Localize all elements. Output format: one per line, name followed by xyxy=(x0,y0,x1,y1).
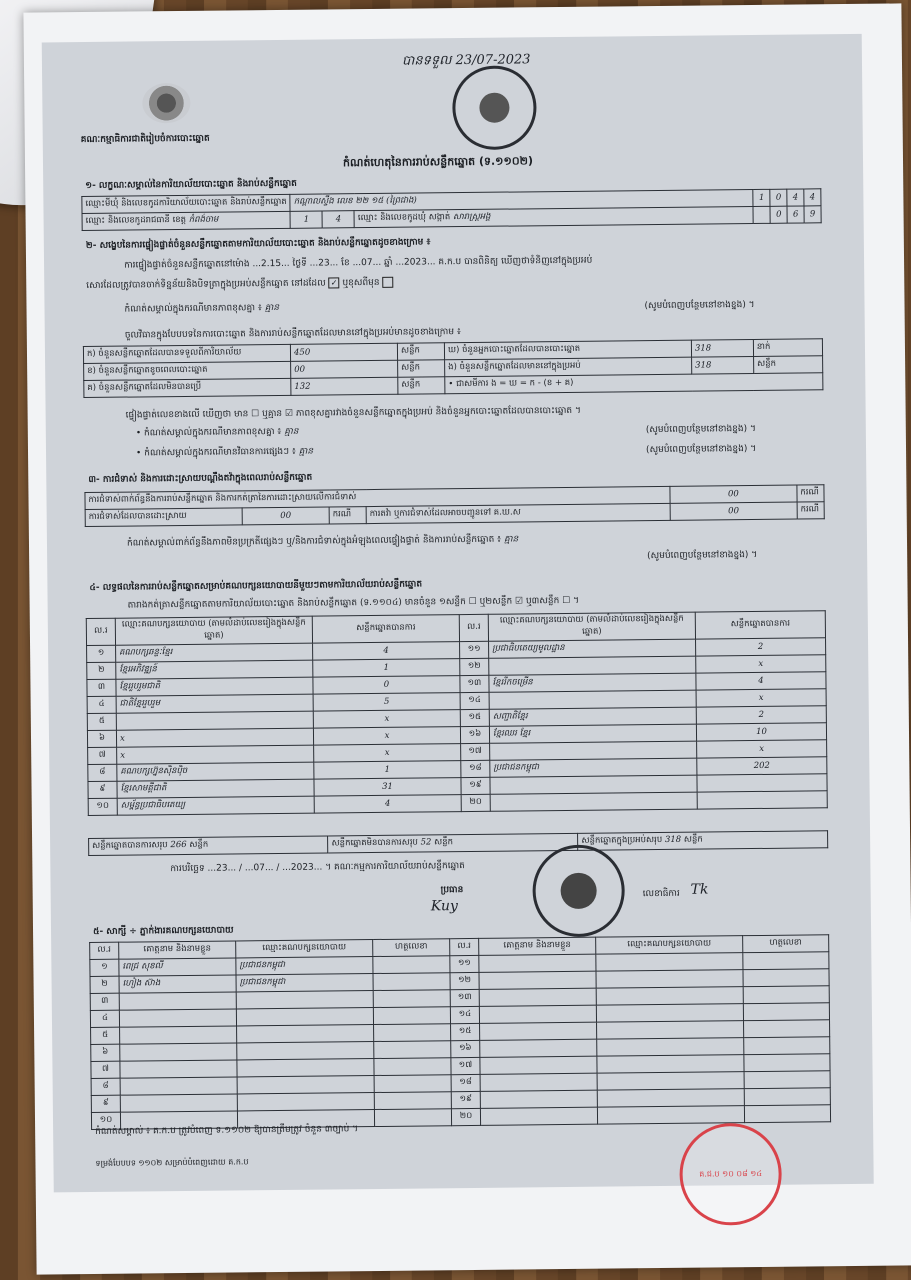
witness-name: ហៀង ស៊ាង xyxy=(119,975,236,993)
row-number: ២ xyxy=(87,662,116,679)
witness-name xyxy=(120,1060,237,1078)
signature-cell xyxy=(743,986,829,1004)
row-number: ៥ xyxy=(87,713,116,730)
witness-party xyxy=(237,1076,374,1094)
row-number: ១៣ xyxy=(450,989,479,1006)
signature-cell xyxy=(744,1020,830,1038)
witness-party xyxy=(596,987,743,1006)
section3-heading: ៣- ការជំទាស់ និងការដោះស្រាយបណ្តឹងតវ៉ាក្នុងពេលរាប់សន្លឹកឆ្នោត xyxy=(88,472,313,485)
witness-party xyxy=(597,1106,744,1125)
section3-note-value: គ្មាន xyxy=(503,534,519,545)
vote-count: 4 xyxy=(314,795,461,814)
vote-count: 5 xyxy=(313,693,460,712)
col-votes: សន្លឹកឆ្នោតបានការ xyxy=(312,615,459,644)
diff-note1-value: គ្មាន xyxy=(284,426,299,437)
signature-cell xyxy=(374,1058,451,1076)
row-number: ៤ xyxy=(87,696,116,713)
row-label: ការតវ៉ា ឬការជំទាស់ដែលអាចបញ្ជូនទៅ គ.ឃ.ស xyxy=(366,503,670,523)
station-digit: 1 xyxy=(753,189,770,206)
party-name: ខ្មែររួបរួមជាតិ xyxy=(116,677,313,696)
row-label: ឃ) ចំនួនអ្នកបោះឆ្នោតដែលបានបោះឆ្នោត xyxy=(444,340,691,360)
witness-name xyxy=(480,1090,597,1108)
party-name: ខ្មែរអភិវឌ្ឍន៍ xyxy=(116,660,313,679)
row-unit: សន្លឹក xyxy=(754,356,823,374)
row-label: ខ) ចំនួនសន្លឹកឆ្នោតខូចពេលបោះឆ្នោត xyxy=(84,361,291,380)
witness-party xyxy=(596,953,743,972)
witness-name xyxy=(120,1043,237,1061)
party-name: ខ្មែរឈរ ខ្មែរ xyxy=(489,724,696,743)
row-value: 318 xyxy=(691,340,753,358)
seal-no-label: ឬខុសពីមុន xyxy=(342,277,380,289)
row-number: ១៥ xyxy=(460,709,489,726)
seal-no-checkbox[interactable] xyxy=(382,277,393,288)
signature-cell xyxy=(744,1088,830,1106)
witness-name xyxy=(479,971,596,989)
section3-note xyxy=(127,533,518,550)
seal-line xyxy=(86,277,393,293)
section4-sub: តារាងកត់ត្រាសន្លឹកឆ្នោតតាមការិយាល័យបោះឆ្នោត និងរាប់សន្លឹកឆ្នោត (ទ.១១០៤) មានចំនួន ១សន្លឹក ☐ ឬ២សន្លឹក ☑ ឬ៣សន្លឹក ☐ ។ xyxy=(127,595,580,611)
party-name: ខ្មែររីកចម្រើន xyxy=(489,673,696,692)
party-name: គណបក្សហ្វ៊ុនស៊ិនប៉ិច xyxy=(117,762,314,781)
red-ink-stamp xyxy=(679,1123,782,1226)
row-value: 00 xyxy=(670,502,797,520)
commune-digit: 0 xyxy=(770,206,787,223)
vote-count: 0 xyxy=(313,676,460,695)
total-box: សន្លឹកឆ្នោតក្នុងប្រអប់សរុប 318 សន្លឹក xyxy=(578,831,828,851)
witness-name xyxy=(120,1094,237,1112)
row-number: ៧ xyxy=(88,747,117,764)
vote-count: 2 xyxy=(696,706,826,724)
form-footer: ទម្រង់បែបបទ ១១០២ សម្រាប់បំពេញដោយ គ.ក.ប xyxy=(95,1157,249,1168)
witness-party xyxy=(237,1042,374,1060)
witness-name xyxy=(119,1009,236,1027)
col-sign: ហត្ថលេខា xyxy=(373,939,450,957)
col-name: គោត្តនាម និងនាមខ្លួន xyxy=(119,941,236,959)
vote-count: x xyxy=(313,727,460,746)
party-name: ប្រជាធិបតេយ្យមូលដ្ឋាន xyxy=(489,639,696,658)
section4-heading: ៤- លទ្ធផលនៃការរាប់សន្លឹកឆ្នោតសម្រាប់គណបក្សនយោបាយនីមួយៗតាមការិយាល័យរាប់សន្លឹកឆ្នោត xyxy=(89,579,423,593)
witness-party xyxy=(597,1055,744,1074)
witness-party xyxy=(597,1072,744,1091)
section3-note-label: កំណត់សម្គាល់ពាក់ព័ន្ធនឹងភាពមិនប្រក្រតីផ្សេងៗ ឬ/និងការជំទាស់ក្នុងអំឡុងពេលផ្ទៀងផ្ទាត់ និងការរាប់សន្លឹកឆ្នោត ៖ xyxy=(126,534,502,549)
vote-count: 31 xyxy=(314,778,461,797)
document-page xyxy=(23,3,911,1274)
diff-note1-label: • កំណត់សម្គាល់ក្នុងករណីមានភាពខុសគ្នា ៖ xyxy=(135,426,282,439)
row-unit: នាក់ xyxy=(753,339,822,357)
totals-table xyxy=(88,830,828,856)
row-number: ១២ xyxy=(450,972,479,989)
row-number: ១៣ xyxy=(460,675,489,692)
col-party: ឈ្មោះគណបក្សនយោបាយ xyxy=(596,936,743,955)
diff-note2 xyxy=(136,446,313,461)
party-name xyxy=(490,775,697,794)
row-label: គ) ចំនួនសន្លឹកឆ្នោតដែលមិនបានប្រើ xyxy=(84,378,291,397)
vote-count: 1 xyxy=(313,659,460,678)
witness-party xyxy=(596,1004,743,1023)
fill-hint: (សូមបំពេញបន្ថែមនៅខាងខ្នង) ។ xyxy=(647,549,758,562)
row-number: ១៧ xyxy=(461,743,490,760)
party-name: សញ្ជាតិខ្មែរ xyxy=(489,707,696,726)
note1 xyxy=(124,302,279,317)
diff-note2-value: គ្មាន xyxy=(298,446,314,457)
row-label: ការជំទាស់ពាក់ព័ន្ធនឹងការរាប់សន្លឹកឆ្នោត និងការកត់ត្រានៃការដោះស្រាយលើការជំទាស់ xyxy=(85,486,670,509)
official-stamp xyxy=(532,844,625,937)
vote-count: 4 xyxy=(696,672,826,690)
station-digit: 4 xyxy=(787,189,804,206)
witness-party xyxy=(236,991,373,1009)
row-number: ១៤ xyxy=(450,1006,479,1023)
vote-count: x xyxy=(314,744,461,763)
row-number: ៧ xyxy=(91,1061,120,1078)
witness-name xyxy=(480,1022,597,1040)
col-votes: សន្លឹកឆ្នោតបានការ xyxy=(695,611,825,639)
party-name xyxy=(490,792,697,811)
row-value: 318 xyxy=(692,357,754,375)
party-name: ខ្មែរសាមគ្គីជាតិ xyxy=(117,779,314,798)
row-number: ១៤ xyxy=(460,692,489,709)
total-valid: សន្លឹកឆ្នោតបានការសរុប 266 សន្លឹក xyxy=(89,836,329,856)
row-number: ២០ xyxy=(451,1108,480,1125)
note1-label: កំណត់សម្គាល់ក្នុងករណីមានភាពខុសគ្នា ៖ xyxy=(124,303,262,315)
row-number: ៩ xyxy=(88,781,117,798)
vote-count: 2 xyxy=(696,638,826,656)
row-number: ១៨ xyxy=(461,760,490,777)
witness-name xyxy=(120,1026,237,1044)
witness-party xyxy=(597,1089,744,1108)
row-unit: ករណី xyxy=(329,507,366,524)
row-number: ១៧ xyxy=(451,1057,480,1074)
witness-name xyxy=(479,954,596,972)
witness-party xyxy=(237,1093,374,1111)
diff-note1 xyxy=(136,426,299,441)
witness-name xyxy=(120,1077,237,1095)
witness-name: ពេជ្រ សុខលី xyxy=(119,958,236,976)
row-number: ១៦ xyxy=(451,1040,480,1057)
row-number: ៣ xyxy=(90,993,119,1010)
fill-hint: (សូមបំពេញបន្ថែមនៅខាងខ្នង) ។ xyxy=(644,299,755,312)
row-number: ៩ xyxy=(91,1095,120,1112)
witness-name xyxy=(480,1039,597,1057)
col-no: ល.រ xyxy=(450,938,479,955)
seal-text: សោរដែលត្រូវបានចាក់ទិន្នន័យនិងបិទត្រាក្នុងប្រអប់សន្លឹកឆ្នោត នៅដដែល xyxy=(86,278,326,291)
row-value: 00 xyxy=(242,507,329,525)
president-label: ប្រធាន xyxy=(440,885,464,896)
row-unit: ករណី xyxy=(797,485,824,502)
row-label: ក) ចំនួនសន្លឹកឆ្នោតដែលបានទទួលពីការិយាល័យ xyxy=(83,344,290,363)
nec-logo-icon xyxy=(142,83,190,124)
vote-count: x xyxy=(697,740,827,758)
row-value: 00 xyxy=(291,360,398,378)
president-signature: Kuy xyxy=(430,898,458,915)
vote-count xyxy=(697,791,827,809)
witness-party xyxy=(237,1025,374,1043)
row-number: ៨ xyxy=(91,1078,120,1095)
row-number: ៣ xyxy=(87,679,116,696)
stamp-emblem-icon xyxy=(479,93,509,123)
commune-digit: 9 xyxy=(804,206,821,223)
station-digit: 0 xyxy=(770,189,787,206)
party-name xyxy=(489,690,696,709)
row-number: ១៨ xyxy=(451,1074,480,1091)
row-label: ង) ចំនួនសន្លឹកឆ្នោតដែលមាននៅក្នុងប្រអប់ xyxy=(445,357,692,377)
party-name: ជាតិខ្មែររួបរួម xyxy=(116,694,313,713)
party-name: ប្រជាជនកម្ពុជា xyxy=(490,758,697,777)
station-value: កណ្តាលស្ទឹង លេខ ២២ ១៥ (ព្រៃជាង) xyxy=(290,189,753,211)
province-digit: 4 xyxy=(322,211,354,228)
signature-cell xyxy=(374,1092,451,1110)
witness-party: ប្រជាជនកម្ពុជា xyxy=(236,974,373,992)
red-stamp-text: គ.ជ.ប ១០ ០៨ ១៤ xyxy=(699,1168,763,1179)
diff-line: ផ្ទៀងផ្ទាត់លេខខាងលើ ឃើញថា មាន ☐ ឬគ្មាន ☑ ភាពខុសគ្នារវាងចំនួនសន្លឹកឆ្នោតក្នុងប្រអប់ និងចំនួនអ្នកបោះឆ្នោតដែលបានបោះឆ្នោត ។ xyxy=(125,405,581,421)
form-title: កំណត់ហេតុនៃការរាប់សន្លឹកឆ្នោត (ទ.១១០២) xyxy=(342,154,534,170)
party-name: x xyxy=(116,728,313,747)
ballot-count-table xyxy=(83,338,824,398)
signature-cell xyxy=(373,990,450,1008)
section2-heading: ២- សង្ខេបនៃការផ្ទៀងផ្ទាត់ចំនួនសន្លឹកឆ្នោតតាមការិយាល័យបោះឆ្នោត និងរាប់សន្លឹកឆ្នោតដូចខាងក្រោម ៖ xyxy=(85,237,431,251)
row-number: ៦ xyxy=(91,1044,120,1061)
diff-note2-label: • កំណត់សម្គាល់ក្នុងករណីមានវិធានការផ្សេងៗ ៖ xyxy=(135,446,296,459)
vote-count: x xyxy=(696,655,826,673)
party-name xyxy=(116,711,313,730)
time-line: ការផ្ទៀងផ្ទាត់ចំនួនសន្លឹកឆ្នោតនៅម៉ោង ...2.15... ថ្ងៃទី ...23... ខែ ...07... ឆ្នាំ ...2023... គ.ក.ប បានពិនិត្យ ឃើញថាទំនិញនៅក្នុងប្រអប់ xyxy=(124,255,593,271)
province-digit: 1 xyxy=(290,211,322,228)
col-no: ល.រ xyxy=(90,942,119,959)
secretary-signature: Tk xyxy=(690,881,709,898)
signature-cell xyxy=(743,969,829,987)
row-value: 132 xyxy=(291,377,398,395)
fill-hint: (សូមបំពេញបន្ថែមនៅខាងខ្នង) ។ xyxy=(645,423,756,436)
row-number: ៥ xyxy=(91,1027,120,1044)
province-label: ឈ្មោះ និងលេខកូដរាជធានី ខេត្ត កំពង់ចាម xyxy=(82,211,290,230)
vote-count: x xyxy=(696,689,826,707)
section1-table xyxy=(81,188,821,231)
signature-cell xyxy=(743,1003,829,1021)
row-value: 450 xyxy=(290,343,397,361)
party-name xyxy=(490,741,697,760)
witness-table xyxy=(89,934,831,1130)
witness-name xyxy=(479,1005,596,1023)
row-number: ១ xyxy=(90,959,119,976)
results-table xyxy=(86,610,828,816)
witness-name xyxy=(480,1056,597,1074)
objections-table xyxy=(84,484,824,527)
row-unit: សន្លឹក xyxy=(398,377,445,394)
col-name: គោត្តនាម និងនាមខ្លួន xyxy=(479,937,596,955)
signature-cell xyxy=(374,1024,451,1042)
station-digit: 4 xyxy=(804,189,821,206)
section5-note: កំណត់សម្គាល់ ៖ គ.ក.ប ត្រូវបំពេញ ទ.១១០២ ឱ្យបានត្រឹមត្រូវ ចំនួន ៣ច្បាប់ ។ xyxy=(95,1124,359,1137)
row-number: ១៥ xyxy=(451,1023,480,1040)
signature-cell xyxy=(373,973,450,991)
received-note: បានទទួល 23/07-2023 xyxy=(401,52,531,69)
vote-count: x xyxy=(313,710,460,729)
row-number: ១២ xyxy=(460,658,489,675)
date-line: ការបរិច្ឆេទ ...23... / ...07... / ...2023... ។ គណៈកម្មការការិយាល័យរាប់សន្លឹកឆ្នោត xyxy=(170,861,465,875)
signature-cell xyxy=(374,1075,451,1093)
note1-value: គ្មាន xyxy=(264,302,280,314)
commune-label: ឈ្មោះ និងលេខកូដឃុំ សង្កាត់ សារាស្រ្តអង្គ xyxy=(354,206,753,227)
secretary-label: លេខាធិការ xyxy=(642,888,680,900)
empty-cell xyxy=(753,206,770,223)
witness-party: ប្រជាជនកម្ពុជា xyxy=(236,957,373,975)
received-stamp xyxy=(452,65,537,150)
stamp-emblem-icon xyxy=(560,873,596,909)
row-number: ៨ xyxy=(88,764,117,781)
row-number: ១ xyxy=(87,645,116,662)
row-number: ៦ xyxy=(87,730,116,747)
party-name: គណបក្សឆន្ទៈខ្មែរ xyxy=(116,643,313,662)
vote-count: 4 xyxy=(313,642,460,661)
row-unit: ករណី xyxy=(797,502,824,519)
row-number: ២០ xyxy=(461,794,490,811)
signature-cell xyxy=(744,1105,830,1123)
col-no: ល.រ xyxy=(86,618,115,645)
row-number: ២ xyxy=(90,976,119,993)
signature-cell xyxy=(744,1054,830,1072)
row-number: ១០ xyxy=(88,798,117,815)
witness-party xyxy=(237,1059,374,1077)
signature-cell xyxy=(373,1007,450,1025)
row-number: ១១ xyxy=(460,641,489,658)
party-name: សម្ព័ន្ធប្រជាធិបតេយ្យ xyxy=(117,796,314,815)
party-name: x xyxy=(117,745,314,764)
witness-name xyxy=(479,988,596,1006)
vote-count: 1 xyxy=(314,761,461,780)
commune-digit: 6 xyxy=(787,206,804,223)
witness-name xyxy=(480,1073,597,1091)
row-number: ៤ xyxy=(90,1010,119,1027)
row-label: ការជំទាស់ដែលបានដោះស្រាយ xyxy=(85,508,242,527)
witness-name xyxy=(119,992,236,1010)
station-label: ឈ្មោះមីឃុំ និងលេខកូដការិយាល័យបោះឆ្នោត និងរាប់សន្លឹកឆ្នោត xyxy=(82,194,290,213)
seal-yes-checkbox[interactable]: ✓ xyxy=(329,277,340,288)
witness-name xyxy=(480,1107,597,1125)
col-sign: ហត្ថលេខា xyxy=(743,935,829,953)
row-number: ១១ xyxy=(450,955,479,972)
row-number: ១៩ xyxy=(451,1091,480,1108)
row-unit: សន្លឹក xyxy=(398,360,445,377)
witness-party xyxy=(236,1008,373,1026)
vote-count: 10 xyxy=(696,723,826,741)
signature-cell xyxy=(373,956,450,974)
witness-party xyxy=(597,1038,744,1057)
row-value: 00 xyxy=(670,485,797,503)
signature-cell xyxy=(374,1109,451,1127)
row-number: ១៩ xyxy=(461,777,490,794)
vote-count: 202 xyxy=(697,757,827,775)
form-sheet xyxy=(42,34,874,1193)
party-name xyxy=(489,656,696,675)
signature-cell xyxy=(744,1071,830,1089)
witness-party xyxy=(596,970,743,989)
committee-name: គណៈកម្មាធិការជាតិរៀបចំការបោះឆ្នោត xyxy=(80,133,210,146)
col-no: ល.រ xyxy=(459,614,488,641)
signature-cell xyxy=(744,1037,830,1055)
section1-heading: ១- លក្ខណៈសម្គាល់នៃការិយាល័យបោះឆ្នោត និងរាប់សន្លឹកឆ្នោត xyxy=(85,178,297,191)
col-party: ឈ្មោះគណបក្សនយោបាយ (តាមលំដាប់លេខរៀងក្នុងសន្លឹកឆ្នោត) xyxy=(488,612,695,641)
col-party: ឈ្មោះគណបក្សនយោបាយ xyxy=(236,940,373,958)
section5-heading: ៥- សាក្សី ÷ ភ្នាក់ងារគណបក្សនយោបាយ xyxy=(92,925,234,937)
row-number: ១០ xyxy=(91,1112,120,1129)
signature-cell xyxy=(743,952,829,970)
row-unit: សន្លឹក xyxy=(397,343,444,360)
col-party: ឈ្មោះគណបក្សនយោបាយ (តាមលំដាប់លេខរៀងក្នុងសន្លឹកឆ្នោត) xyxy=(115,616,312,645)
formula: • ជាសមីការ ង = ឃ = ក - (ខ + គ) xyxy=(445,373,823,394)
total-invalid: សន្លឹកឆ្នោតមិនបានការសរុប 52 សន្លឹក xyxy=(328,833,578,853)
witness-party xyxy=(597,1021,744,1040)
section2-intro: ចួលវិធានក្នុងបែបបទនៃការបោះឆ្នោត និងការរាប់សន្លឹកឆ្នោតដែលមាននៅក្នុងប្រអប់មានដូចខាងក្រោម ៖ xyxy=(124,327,461,341)
totals-row xyxy=(89,831,828,856)
row-number: ១៦ xyxy=(460,726,489,743)
signature-cell xyxy=(374,1041,451,1059)
vote-count xyxy=(697,774,827,792)
fill-hint: (សូមបំពេញបន្ថែមនៅខាងខ្នង) ។ xyxy=(645,443,757,456)
